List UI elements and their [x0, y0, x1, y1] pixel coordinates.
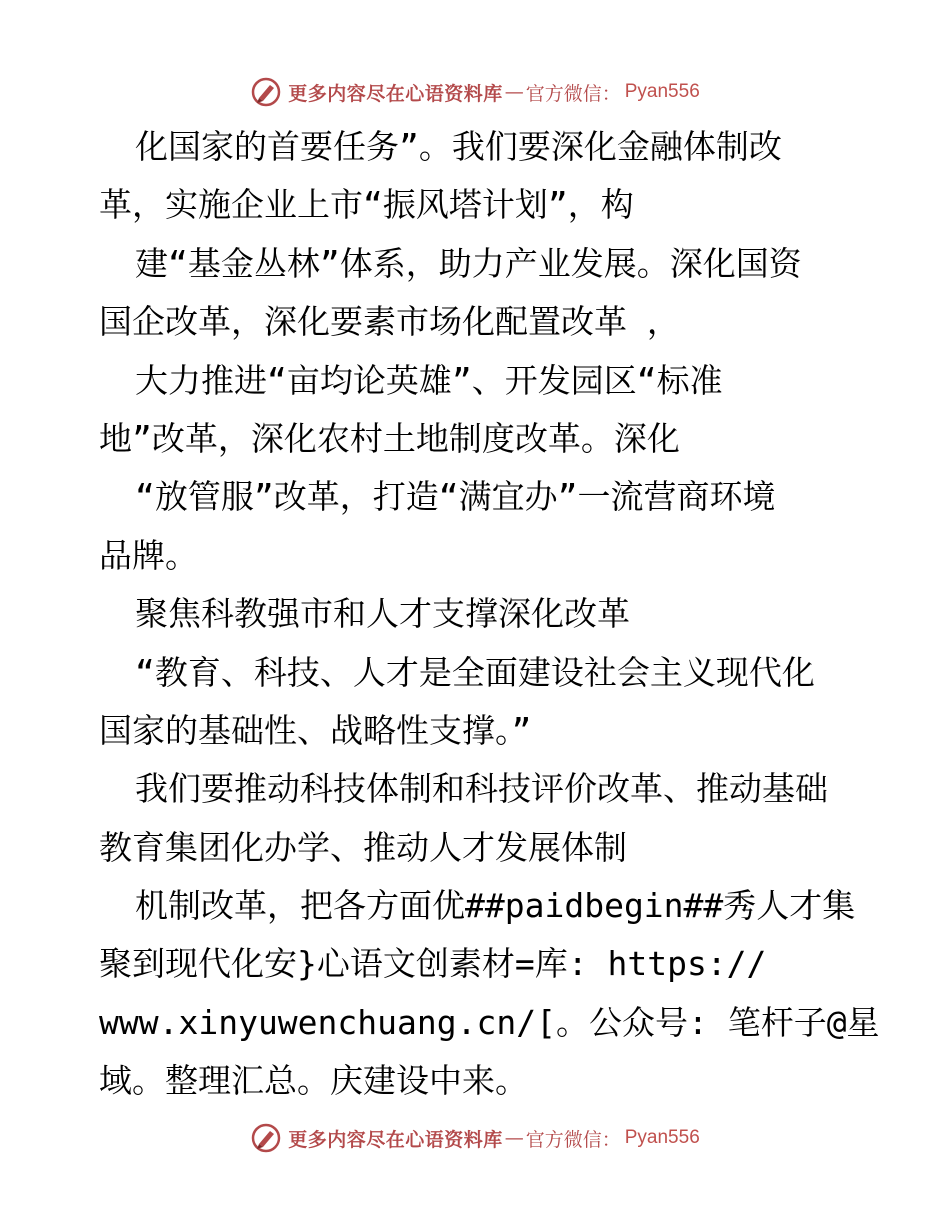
section-heading: 聚焦科教强市和人才支撑深化改革: [135, 594, 630, 634]
header-brand: 更多内容尽在心语资料库: [288, 82, 503, 105]
pen-logo-icon: [250, 76, 282, 108]
footer-wechat-label: 官方微信：: [525, 1128, 621, 1151]
text-line: 我们要推动科技体制和科技评价改革、推动基础: [135, 769, 828, 809]
text-line: 教育集团化办学、推动人才发展体制: [99, 827, 627, 867]
text-line: 革，实施企业上市“振风塔计划”，构: [99, 185, 634, 225]
text-line: “放管服”改革，打造“满宜办”一流营商环境: [135, 477, 776, 517]
text-line: 聚到现代化安}心语文创素材=库: https://: [99, 944, 767, 984]
footer-brand: 更多内容尽在心语资料库: [288, 1128, 503, 1151]
text-line: 域。整理汇总。庆建设中来。: [99, 1061, 528, 1101]
document-body: [99, 118, 880, 1111]
header-account: Pyan556: [624, 81, 700, 102]
footer-account: Pyan556: [624, 1127, 700, 1148]
page-header: [0, 76, 950, 108]
text-line: www.xinyuwenchuang.cn/[。公众号: 笔杆子@星: [99, 1002, 880, 1042]
text-line: 化国家的首要任务”。我们要深化金融体制改: [135, 127, 782, 166]
text-line: “教育、科技、人才是全面建设社会主义现代化: [135, 652, 815, 692]
header-wechat-label: 官方微信：: [525, 82, 621, 105]
text-line: 地”改革，深化农村土地制度改革。深化: [99, 418, 680, 458]
text-line: 机制改革，把各方面优##paidbegin##秀人才集: [135, 886, 856, 926]
text-line: 品牌。: [99, 535, 198, 575]
footer-separator: —: [504, 1127, 524, 1149]
text-line: 大力推进“亩均论英雄”、开发园区“标准: [135, 360, 723, 400]
pen-logo-icon: [250, 1122, 282, 1154]
page-footer: [0, 1122, 950, 1154]
text-line: 建“基金丛林”体系，助力产业发展。深化国资: [135, 243, 802, 283]
text-line: 国家的基础性、战略性支撑。”: [99, 710, 532, 750]
header-separator: —: [504, 81, 524, 103]
text-line: 国企改革，深化要素市场化配置改革 ，: [99, 302, 680, 342]
